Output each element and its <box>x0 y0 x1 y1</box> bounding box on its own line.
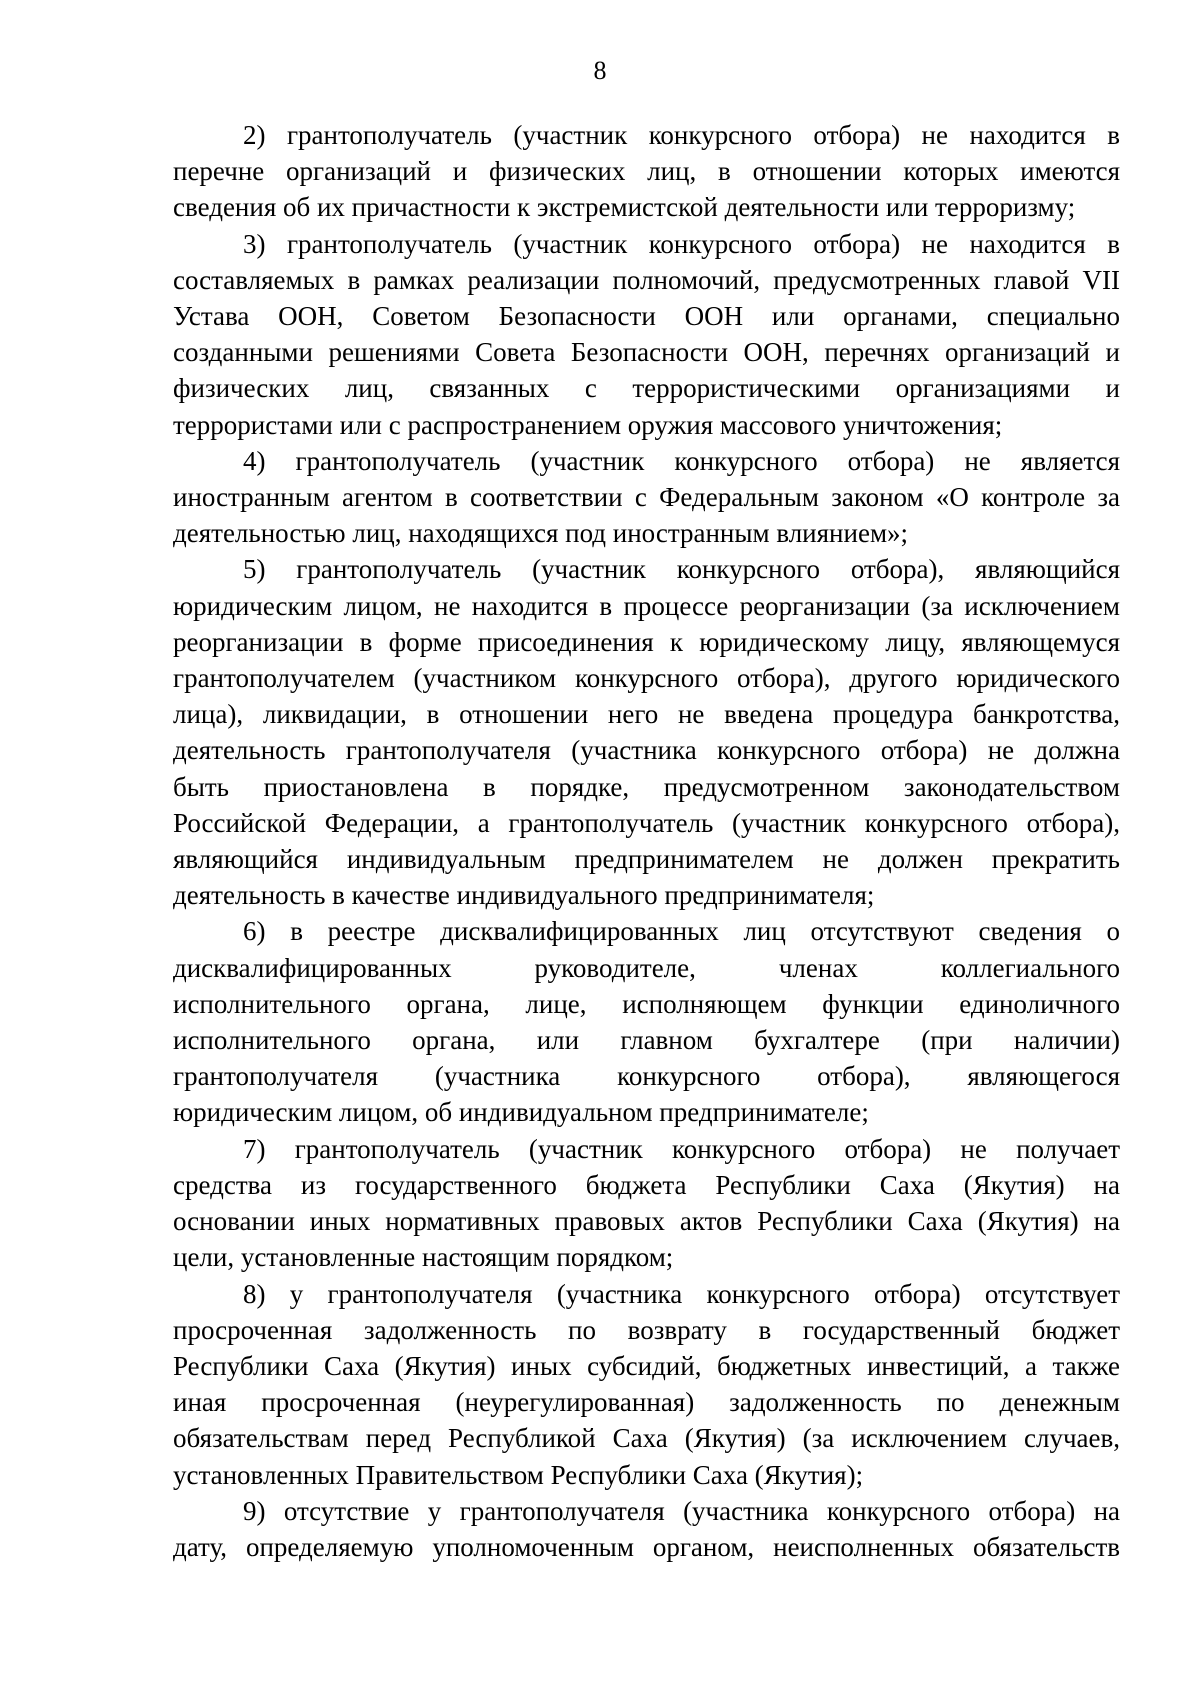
text-line: просроченная задолженность по возврату в государственный бюджет <box>173 1314 1120 1345</box>
page-number: 8 <box>593 56 607 85</box>
text-line: 8) у грантополучателя (участника конкурсного отбора) отсутствует <box>243 1278 1120 1309</box>
text-line: Республики Саха (Якутия) иных субсидий, бюджетных инвестиций, а также <box>173 1350 1120 1381</box>
text-line: реорганизации в форме присоединения к юридическому лицу, являющемуся <box>173 626 1120 657</box>
text-line: 9) отсутствие у грантополучателя (участника конкурсного отбора) на <box>243 1495 1120 1526</box>
paragraph <box>173 117 1120 226</box>
text-line: лица), ликвидации, в отношении него не введена процедура банкротства, <box>173 699 1120 730</box>
paragraph <box>173 443 1120 552</box>
text-line: террористами или с распространением оружия массового уничтожения; <box>173 409 1003 440</box>
text-line: деятельность в качестве индивидуального предпринимателя; <box>173 880 875 911</box>
text-line: деятельностью лиц, находящихся под иностранным влиянием»; <box>173 518 909 549</box>
text-line: составляемых в рамках реализации полномочий, предусмотренных главой VII <box>173 264 1120 295</box>
text-line: грантополучателем (участником конкурсного отбора), другого юридического <box>173 663 1120 694</box>
text-line: 6) в реестре дисквалифицированных лиц отсутствуют сведения о <box>243 916 1120 947</box>
text-line: юридическим лицом, об индивидуальном предпринимателе; <box>173 1097 869 1128</box>
text-line: физических лиц, связанных с террористическими организациями и <box>173 373 1120 404</box>
text-line: установленных Правительством Республики Саха (Якутия); <box>173 1459 864 1490</box>
text-line: перечне организаций и физических лиц, в отношении которых имеются <box>173 156 1120 187</box>
text-line: грантополучателя (участника конкурсного отбора), являющегося <box>173 1061 1120 1092</box>
text-line: деятельность грантополучателя (участника конкурсного отбора) не должна <box>173 735 1120 766</box>
text-line: иностранным агентом в соответствии с Федеральным законом «О контроле за <box>173 482 1120 513</box>
text-line: Российской Федерации, а грантополучатель (участник конкурсного отбора), <box>173 807 1120 838</box>
text-line: Устава ООН, Советом Безопасности ООН или органами, специально <box>173 301 1120 332</box>
text-line: созданными решениями Совета Безопасности ООН, перечнях организаций и <box>173 337 1120 368</box>
text-line: 7) грантополучатель (участник конкурсного отбора) не получает <box>243 1133 1120 1164</box>
paragraph <box>173 913 1120 1130</box>
text-line: юридическим лицом, не находится в процессе реорганизации (за исключением <box>173 590 1120 621</box>
text-line: быть приостановлена в порядке, предусмотренном законодательством <box>173 771 1120 802</box>
text-line: 2) грантополучатель (участник конкурсного отбора) не находится в <box>243 120 1120 150</box>
paragraph <box>173 1276 1120 1493</box>
paragraph <box>173 226 1120 443</box>
text-line: 5) грантополучатель (участник конкурсного отбора), являющийся <box>243 554 1120 585</box>
text-line: являющийся индивидуальным предпринимателем не должен прекратить <box>173 844 1120 875</box>
text-line: сведения об их причастности к экстремистской деятельности или терроризму; <box>173 192 1076 223</box>
text-line: исполнительного органа, лице, исполняющем функции единоличного <box>173 988 1120 1019</box>
text-line: дату, определяемую уполномоченным органом, неисполненных обязательств <box>173 1531 1120 1562</box>
paragraph <box>173 1493 1120 1565</box>
text-line: основании иных нормативных правовых актов Республики Саха (Якутия) на <box>173 1206 1120 1237</box>
text-line: средства из государственного бюджета Республики Саха (Якутия) на <box>173 1169 1120 1200</box>
document-body <box>173 117 1120 1565</box>
text-line: цели, установленные настоящим порядком; <box>173 1242 674 1273</box>
text-line: иная просроченная (неурегулированная) задолженность по денежным <box>173 1387 1120 1418</box>
text-line: 4) грантополучатель (участник конкурсного отбора) не является <box>243 445 1120 476</box>
paragraph <box>173 1131 1120 1276</box>
text-line: дисквалифицированных руководителе, членах коллегиального <box>173 952 1120 983</box>
text-line: 3) грантополучатель (участник конкурсного отбора) не находится в <box>243 228 1120 259</box>
text-line: исполнительного органа, или главном бухгалтере (при наличии) <box>173 1025 1120 1056</box>
text-line: обязательствам перед Республикой Саха (Якутия) (за исключением случаев, <box>173 1423 1120 1454</box>
paragraph <box>173 551 1120 913</box>
